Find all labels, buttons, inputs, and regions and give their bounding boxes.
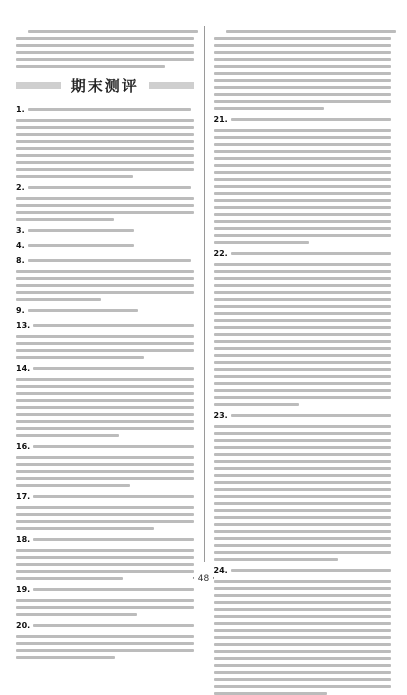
text-line — [16, 349, 194, 352]
text-line — [214, 425, 392, 428]
text-line — [28, 186, 191, 189]
text-line — [16, 413, 194, 416]
text-line — [214, 58, 392, 61]
answer-number: 9. — [16, 306, 25, 315]
text-line — [16, 506, 194, 509]
text-line — [214, 347, 392, 350]
text-line — [214, 382, 392, 385]
text-line — [16, 204, 194, 207]
text-line — [16, 51, 194, 54]
text-line — [214, 474, 392, 477]
text-line — [214, 270, 392, 273]
text-line — [16, 161, 194, 164]
text-line — [214, 37, 392, 40]
text-line — [214, 678, 392, 681]
text-line — [16, 484, 130, 487]
text-line — [214, 664, 392, 667]
text-line — [33, 588, 193, 591]
text-line — [16, 335, 194, 338]
text-line — [16, 298, 101, 301]
answer-number: 18. — [16, 535, 31, 544]
answer-entry — [214, 114, 392, 244]
answer-number: 21. — [213, 115, 228, 124]
text-line — [16, 549, 194, 552]
right-column — [204, 26, 392, 575]
answer-number: 1. — [16, 105, 25, 114]
text-line — [214, 206, 392, 209]
text-line — [33, 367, 193, 370]
answer-number: 23. — [213, 411, 228, 420]
text-line — [214, 199, 392, 202]
answer-number: 22. — [213, 249, 228, 258]
text-line — [214, 86, 392, 89]
page-number: · 48 · — [192, 574, 215, 584]
text-line — [214, 481, 392, 484]
text-line — [16, 197, 194, 200]
text-line — [16, 211, 194, 214]
text-line — [214, 150, 392, 153]
text-line — [214, 643, 392, 646]
text-line — [231, 414, 391, 417]
text-line — [231, 569, 391, 572]
text-line — [33, 624, 193, 627]
answer-entry — [16, 584, 194, 616]
text-line — [16, 392, 194, 395]
answer-entry — [214, 248, 392, 406]
text-line — [16, 37, 194, 40]
text-line — [16, 378, 194, 381]
answer-entry — [16, 104, 194, 178]
text-line — [214, 396, 392, 399]
text-line — [214, 502, 392, 505]
text-line — [214, 530, 392, 533]
text-line — [16, 58, 194, 61]
text-line — [214, 375, 392, 378]
text-line — [16, 635, 194, 638]
text-line — [214, 143, 392, 146]
text-line — [214, 234, 392, 237]
answer-number: 13. — [16, 321, 31, 330]
answer-entry — [16, 363, 194, 437]
text-line — [16, 44, 194, 47]
text-line — [214, 594, 392, 597]
text-line — [16, 563, 194, 566]
text-line — [214, 291, 392, 294]
answer-number: 19. — [16, 585, 31, 594]
text-line — [214, 650, 392, 653]
text-line — [214, 509, 392, 512]
text-line — [214, 460, 392, 463]
text-line — [214, 157, 392, 160]
page-columns — [16, 26, 391, 630]
text-line — [214, 629, 392, 632]
text-line — [16, 277, 194, 280]
text-line — [214, 601, 392, 604]
text-line — [214, 622, 392, 625]
answer-number: 8. — [16, 256, 25, 265]
text-line — [16, 291, 194, 294]
text-line — [16, 126, 194, 129]
left-column — [16, 26, 194, 630]
answer-entry — [214, 30, 392, 110]
answer-number: 17. — [16, 492, 31, 501]
text-line — [16, 406, 194, 409]
text-line — [214, 305, 392, 308]
text-line — [28, 259, 191, 262]
text-line — [16, 527, 154, 530]
text-line — [214, 220, 392, 223]
text-line — [214, 403, 299, 406]
text-line — [16, 140, 194, 143]
text-line — [214, 615, 392, 618]
text-line — [33, 495, 193, 498]
text-line — [214, 263, 392, 266]
text-line — [16, 65, 165, 68]
text-line — [16, 399, 194, 402]
text-line — [16, 284, 194, 287]
text-line — [214, 453, 392, 456]
text-line — [33, 538, 193, 541]
text-line — [16, 649, 194, 652]
text-line — [214, 171, 392, 174]
text-line — [214, 185, 392, 188]
text-line — [16, 168, 194, 171]
text-line — [214, 354, 392, 357]
right-column-answers — [214, 30, 392, 695]
answer-number: 14. — [16, 364, 31, 373]
text-line — [16, 270, 194, 273]
answer-entry — [16, 30, 194, 68]
text-line — [16, 470, 194, 473]
text-line — [214, 389, 392, 392]
text-line — [214, 284, 392, 287]
answer-entry — [16, 240, 194, 251]
answer-number: 3. — [16, 226, 25, 235]
text-line — [16, 342, 194, 345]
text-line — [16, 613, 137, 616]
text-line — [16, 427, 194, 430]
text-line — [214, 326, 392, 329]
text-line — [16, 556, 194, 559]
text-line — [214, 107, 324, 110]
text-line — [16, 513, 194, 516]
text-line — [214, 608, 392, 611]
answer-entry — [214, 565, 392, 695]
text-line — [214, 537, 392, 540]
text-line — [226, 30, 396, 33]
answer-entry — [16, 225, 194, 236]
left-column-intro — [16, 30, 194, 68]
answer-entry — [16, 491, 194, 530]
text-line — [231, 118, 391, 121]
text-line — [214, 439, 392, 442]
text-line — [16, 463, 194, 466]
text-line — [28, 244, 135, 247]
answer-entry — [16, 441, 194, 487]
answer-entry — [16, 620, 194, 659]
text-line — [214, 93, 392, 96]
text-line — [16, 656, 115, 659]
text-line — [16, 154, 194, 157]
answer-number: 2. — [16, 183, 25, 192]
text-line — [28, 30, 198, 33]
section-heading: 期末测评 — [61, 75, 149, 96]
text-line — [214, 685, 392, 688]
text-line — [33, 324, 193, 327]
text-line — [214, 312, 392, 315]
text-line — [16, 147, 194, 150]
answer-entry — [16, 182, 194, 221]
text-line — [214, 558, 338, 561]
answer-entry — [16, 255, 194, 301]
text-line — [214, 100, 392, 103]
text-line — [28, 309, 138, 312]
text-line — [214, 227, 392, 230]
text-line — [28, 229, 135, 232]
text-line — [214, 488, 392, 491]
answer-number: 4. — [16, 241, 25, 250]
answer-number: 20. — [16, 621, 31, 630]
text-line — [16, 218, 114, 221]
text-line — [16, 434, 119, 437]
text-line — [214, 79, 392, 82]
text-line — [28, 108, 191, 111]
text-line — [214, 298, 392, 301]
text-line — [214, 164, 392, 167]
section-banner — [16, 74, 194, 96]
text-line — [214, 277, 392, 280]
text-line — [16, 420, 194, 423]
text-line — [214, 587, 392, 590]
text-line — [16, 175, 133, 178]
text-line — [214, 361, 392, 364]
text-line — [214, 241, 310, 244]
text-line — [16, 119, 194, 122]
text-line — [214, 544, 392, 547]
text-line — [214, 178, 392, 181]
text-line — [33, 445, 193, 448]
text-line — [214, 192, 392, 195]
text-line — [214, 65, 392, 68]
text-line — [214, 136, 392, 139]
text-line — [214, 516, 392, 519]
text-line — [16, 570, 194, 573]
text-line — [16, 133, 194, 136]
answer-number: 16. — [16, 442, 31, 451]
text-line — [214, 368, 392, 371]
text-line — [231, 252, 391, 255]
text-line — [16, 606, 194, 609]
text-line — [214, 44, 392, 47]
text-line — [214, 495, 392, 498]
text-line — [214, 213, 392, 216]
text-line — [214, 551, 392, 554]
text-line — [214, 432, 392, 435]
text-line — [214, 467, 392, 470]
text-line — [16, 477, 194, 480]
answer-number: 24. — [213, 566, 228, 575]
text-line — [214, 523, 392, 526]
answer-entry — [214, 410, 392, 561]
text-line — [214, 72, 392, 75]
text-line — [214, 671, 392, 674]
text-line — [214, 340, 392, 343]
text-line — [16, 456, 194, 459]
text-line — [214, 319, 392, 322]
text-line — [214, 636, 392, 639]
text-line — [16, 642, 194, 645]
text-line — [214, 446, 392, 449]
answer-entry — [16, 320, 194, 359]
answer-entry — [16, 305, 194, 316]
text-line — [16, 520, 194, 523]
text-line — [214, 657, 392, 660]
text-line — [214, 51, 392, 54]
text-line — [214, 129, 392, 132]
text-line — [16, 599, 194, 602]
text-line — [16, 356, 144, 359]
text-line — [16, 385, 194, 388]
text-line — [214, 333, 392, 336]
